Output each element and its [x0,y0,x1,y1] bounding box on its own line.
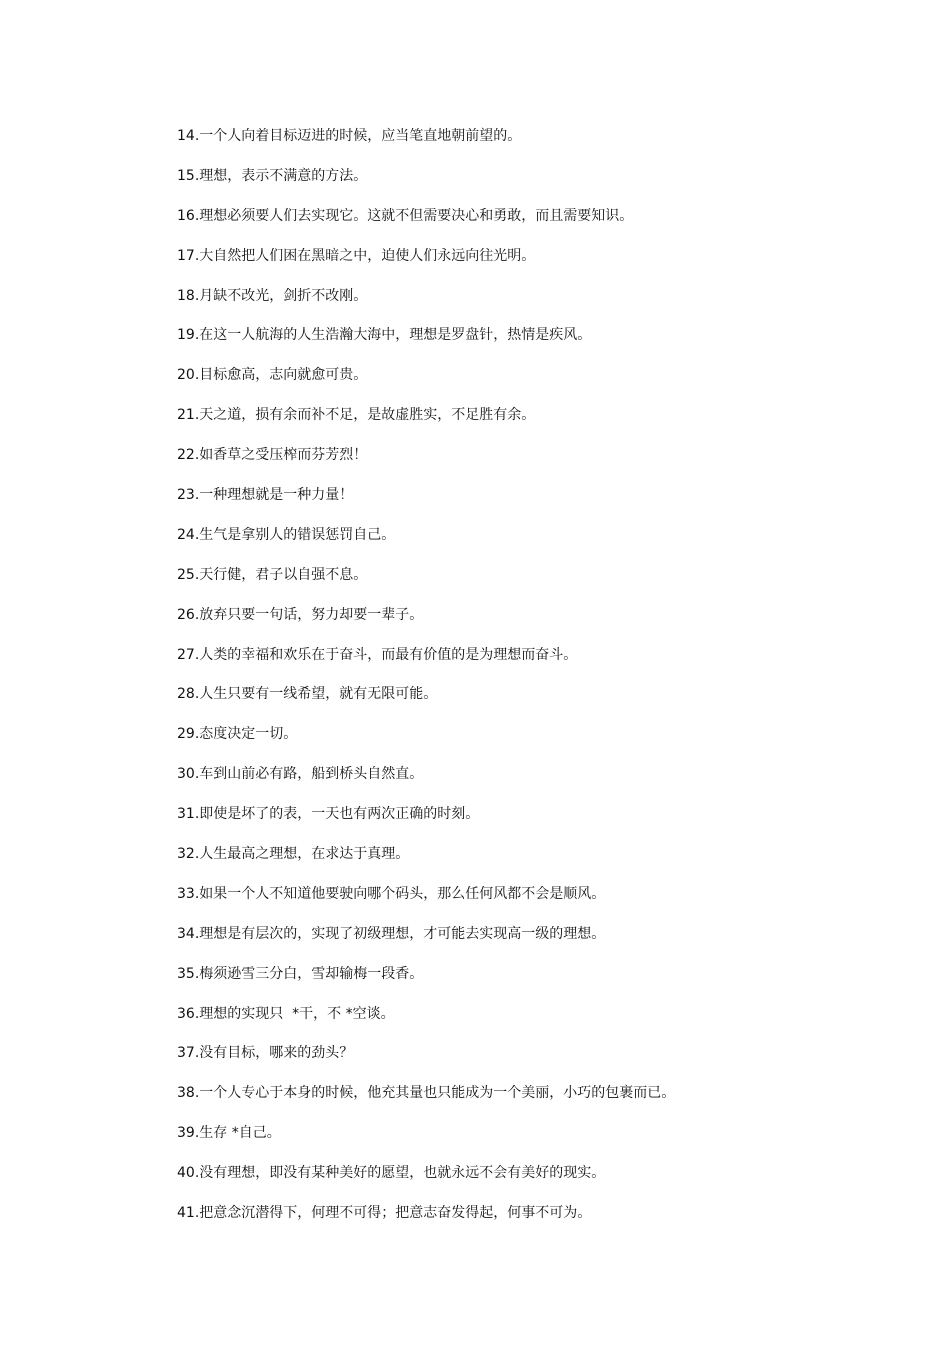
list-item [177,1043,897,1083]
list-item [177,126,897,166]
item-number: 17. [177,247,200,264]
item-number: 28. [177,686,200,703]
list-item [177,924,897,964]
item-number: 25. [177,566,200,583]
item-number: 41. [177,1205,200,1222]
item-text: 一种理想就是一种力量！ [199,487,354,504]
item-number: 40. [177,1165,200,1182]
item-text: 大自然把人们困在黑暗之中，迫使人们永远向往光明。 [199,247,536,264]
list-item [177,525,897,565]
item-text: 如果一个人不知道他要驶向哪个码头，那么任何风都不会是顺风。 [199,885,606,902]
list-item [177,724,897,764]
item-number: 27. [177,646,200,663]
item-number: 14. [177,128,200,144]
item-number: 15. [177,167,200,184]
list-item [177,804,897,844]
item-number: 39. [177,1125,200,1142]
list-item [177,206,897,246]
item-number: 37. [177,1045,200,1062]
item-number: 36. [177,1005,200,1022]
item-text: 生气是拿别人的错误惩罚自己。 [199,526,396,543]
list-item [177,485,897,525]
item-number: 29. [177,726,200,743]
item-number: 34. [177,925,200,942]
item-number: 19. [177,327,200,344]
item-number: 33. [177,885,200,902]
item-text: 把意念沉潜得下，何理不可得；把意志奋发得起，何事不可为。 [199,1205,592,1222]
item-text: 在这一人航海的人生浩瀚大海中，理想是罗盘针，热情是疾风。 [199,327,592,344]
list-item [177,365,897,405]
item-number: 22. [177,447,200,464]
item-text: 没有理想，即没有某种美好的愿望，也就永远不会有美好的现实。 [199,1165,606,1182]
item-number: 23. [177,487,200,504]
list-item [177,884,897,924]
list-item [177,445,897,485]
item-text: 梅须逊雪三分白，雪却输梅一段香。 [199,965,424,982]
item-text: 理想是有层次的，实现了初级理想，才可能去实现高一级的理想。 [199,925,606,942]
item-text: 放弃只要一句话，努力却要一辈子。 [199,606,424,623]
list-item [177,1203,897,1243]
item-number: 30. [177,766,200,783]
list-item [177,1004,897,1044]
list-item [177,645,897,685]
list-item [177,405,897,445]
item-number: 38. [177,1085,200,1102]
item-text: 态度决定一切。 [199,726,298,743]
item-text: 人类的幸福和欢乐在于奋斗，而最有价值的是为理想而奋斗。 [199,646,578,663]
list-item [177,1083,897,1123]
item-text: 理想的实现只 *干，不 *空谈。 [199,1005,395,1022]
item-text: 天之道，损有余而补不足，是故虚胜实，不足胜有余。 [199,407,536,424]
list-item [177,166,897,206]
quote-list [177,126,897,1243]
item-text: 即使是坏了的表，一天也有两次正确的时刻。 [199,806,480,823]
list-item [177,605,897,645]
item-text: 人生最高之理想，在求达于真理。 [199,846,410,863]
item-text: 理想，表示不满意的方法。 [199,167,368,184]
item-text: 如香草之受压榨而芬芳烈！ [199,447,368,464]
item-text: 一个人专心于本身的时候，他充其量也只能成为一个美丽，小巧的包裹而已。 [199,1085,676,1102]
item-number: 26. [177,606,200,623]
list-item [177,565,897,605]
list-item [177,246,897,286]
item-number: 18. [177,287,200,304]
item-text: 没有目标，哪来的劲头？ [199,1045,354,1062]
item-text: 目标愈高，志向就愈可贵。 [199,367,368,384]
item-text: 人生只要有一线希望，就有无限可能。 [199,686,438,703]
list-item [177,1163,897,1203]
item-text: 生存 *自己。 [199,1125,281,1142]
item-number: 31. [177,806,200,823]
item-number: 32. [177,846,200,863]
item-text: 车到山前必有路，船到桥头自然直。 [199,766,424,783]
item-text: 月缺不改光，剑折不改刚。 [199,287,368,304]
item-number: 16. [177,207,200,224]
item-number: 35. [177,965,200,982]
list-item [177,1123,897,1163]
list-item [177,286,897,326]
item-number: 21. [177,407,200,424]
list-item [177,764,897,804]
item-text: 一个人向着目标迈进的时候，应当笔直地朝前望的。 [199,128,522,144]
item-number: 20. [177,367,200,384]
list-item [177,325,897,365]
item-text: 理想必须要人们去实现它。这就不但需要决心和勇敢，而且需要知识。 [199,207,634,224]
item-text: 天行健，君子以自强不息。 [199,566,368,583]
item-number: 24. [177,526,200,543]
list-item [177,684,897,724]
list-item [177,964,897,1004]
list-item [177,844,897,884]
